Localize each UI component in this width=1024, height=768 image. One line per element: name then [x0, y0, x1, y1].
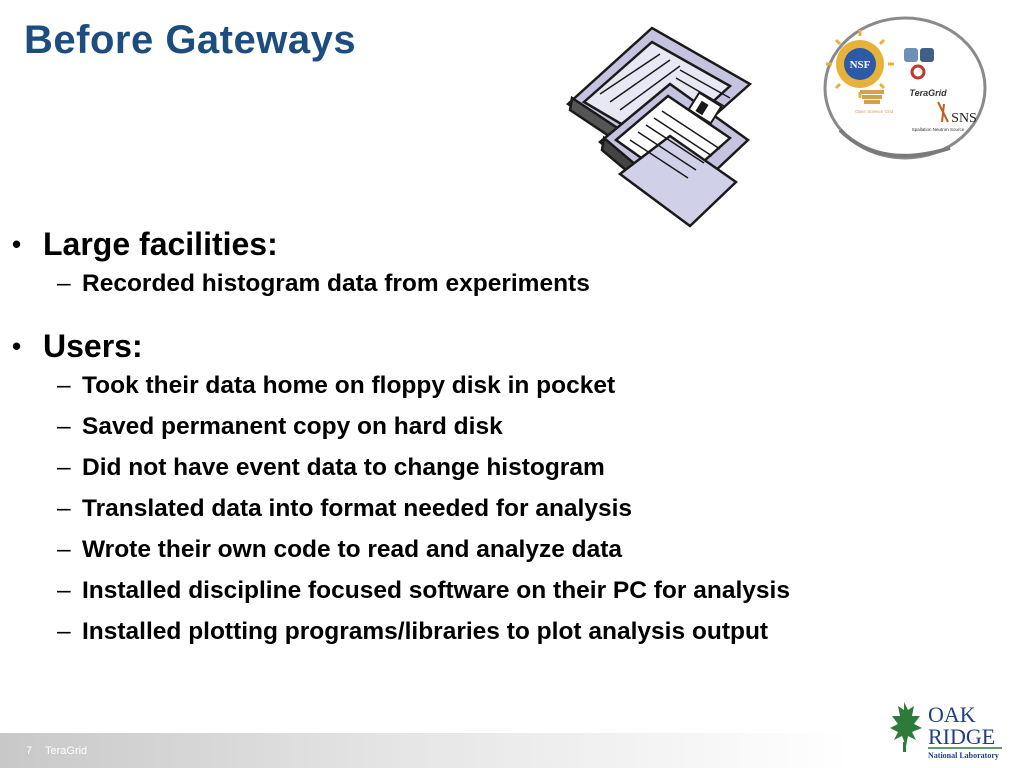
dash-icon: –: [57, 413, 71, 440]
footer-bar: [0, 733, 850, 768]
svg-text:SNS: SNS: [951, 111, 977, 126]
dash-icon: –: [57, 270, 71, 297]
nsf-logo-icon: [826, 30, 894, 98]
svg-text:Open Science Grid: Open Science Grid: [854, 109, 894, 114]
svg-text:NSF: NSF: [849, 59, 871, 71]
oak-leaf-icon: [890, 702, 922, 752]
floppy-disk-clipart: [560, 24, 752, 230]
sub-bullet-text: Installed plotting programs/libraries to plot analysis output: [82, 618, 769, 645]
teragrid-partners-logo: [820, 10, 990, 170]
page-number: 7: [26, 745, 33, 757]
sub-bullet-text: Recorded histogram data from experiments: [82, 270, 590, 297]
footer: [26, 745, 97, 757]
sub-bullet-text: Wrote their own code to read and analyze data: [82, 536, 623, 563]
footer-label: TeraGrid: [44, 745, 88, 757]
sub-bullet-text: Took their data home on floppy disk in pocket: [82, 372, 616, 399]
bullet-text: Large facilities:: [43, 226, 278, 262]
dash-icon: –: [57, 577, 71, 604]
dash-icon: –: [57, 618, 71, 645]
dash-icon: –: [57, 495, 71, 522]
svg-text:National Laboratory: National Laboratory: [928, 751, 999, 760]
sub-bullet-text: Translated data into format needed for analysis: [82, 495, 633, 522]
dash-icon: –: [57, 536, 71, 563]
bullet-text: Users:: [43, 328, 143, 364]
slide-title: Before Gateways: [24, 18, 357, 62]
bullet-dot-icon: •: [12, 229, 22, 259]
sub-bullet-text: Did not have event data to change histogram: [82, 454, 605, 481]
svg-text:OAK: OAK: [928, 702, 976, 727]
oak-ridge-logo: [890, 698, 1005, 762]
svg-text:TeraGrid: TeraGrid: [909, 88, 947, 98]
sub-bullet-text: Saved permanent copy on hard disk: [82, 413, 503, 440]
sub-bullet-text: Installed discipline focused software on their PC for analysis: [82, 577, 790, 604]
dash-icon: –: [57, 372, 71, 399]
bullet-dot-icon: •: [12, 331, 22, 361]
svg-text:Spallation Neutron Source: Spallation Neutron Source: [911, 127, 965, 132]
dash-icon: –: [57, 454, 71, 481]
svg-text:RIDGE: RIDGE: [928, 724, 996, 749]
